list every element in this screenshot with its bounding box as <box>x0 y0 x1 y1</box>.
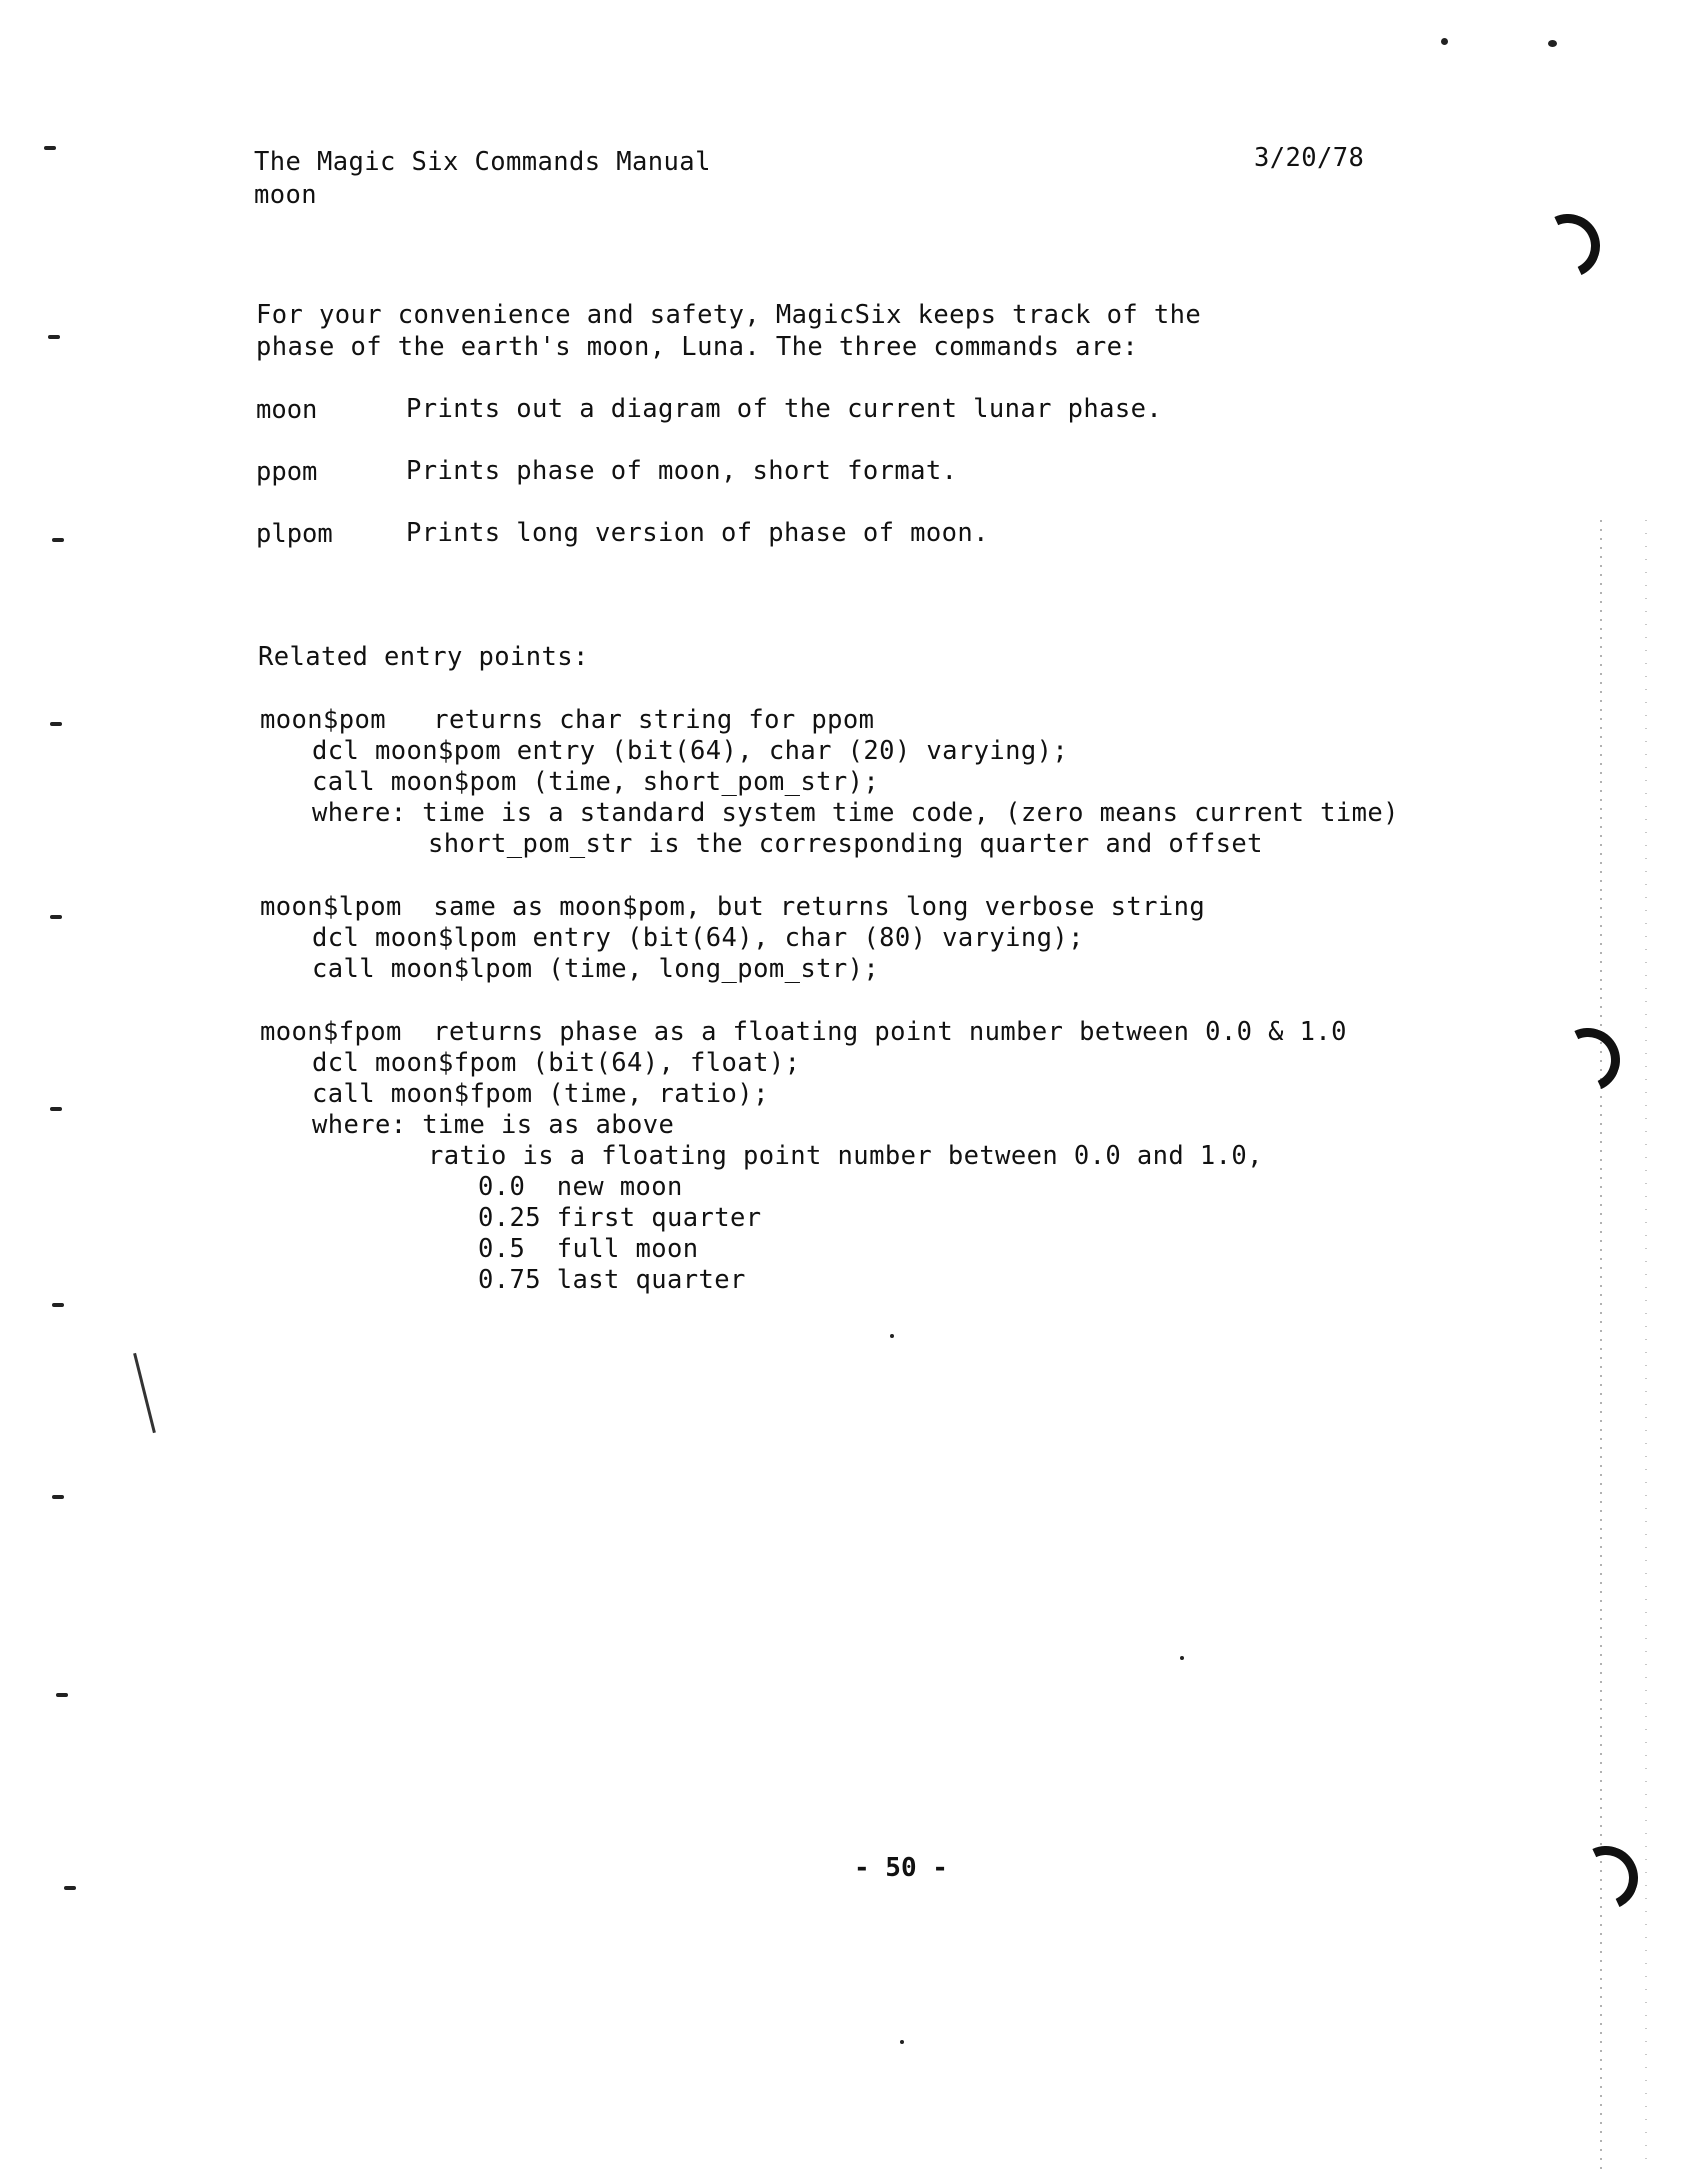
entry-point-line: moon$pom returns char string for ppom <box>260 705 875 735</box>
scan-speckle-strip <box>1570 520 1680 2170</box>
intro-line-1: For your convenience and safety, MagicSix keeps track of the <box>256 300 1202 330</box>
scan-edge-mark <box>52 538 64 542</box>
entry-point-line: dcl moon$fpom (bit(64), float); <box>312 1048 801 1078</box>
entry-point-line: call moon$fpom (time, ratio); <box>312 1079 769 1109</box>
binder-hole-mark <box>1527 205 1609 287</box>
command-name: plpom <box>256 519 333 549</box>
scan-speck <box>1441 38 1448 45</box>
entry-point-line: call moon$pom (time, short_pom_str); <box>312 767 880 797</box>
scan-edge-mark <box>50 915 62 919</box>
command-description: Prints phase of moon, short format. <box>406 456 958 486</box>
command-description: Prints long version of phase of moon. <box>406 518 989 548</box>
command-name: ppom <box>256 457 318 487</box>
scan-speck <box>1180 1656 1184 1660</box>
phase-value: 0.5 full moon <box>478 1234 699 1264</box>
scan-edge-mark <box>48 335 60 339</box>
scan-edge-mark <box>50 722 62 726</box>
scan-speck <box>1548 40 1557 47</box>
scan-edge-mark <box>64 1886 76 1890</box>
entry-point-line: moon$lpom same as moon$pom, but returns long verbose string <box>260 892 1206 922</box>
scan-edge-mark <box>52 1495 64 1499</box>
scan-edge-mark <box>56 1693 68 1697</box>
entry-point-line: ratio is a floating point number between 0.0 and 1.0, <box>428 1141 1263 1171</box>
scan-stroke <box>133 1353 156 1433</box>
entry-point-line: call moon$lpom (time, long_pom_str); <box>312 954 880 984</box>
entry-point-line: short_pom_str is the corresponding quarter and offset <box>428 829 1263 859</box>
manual-date: 3/20/78 <box>1254 143 1365 173</box>
page-number: - 50 - <box>854 1853 948 1883</box>
intro-line-2: phase of the earth's moon, Luna. The three commands are: <box>256 332 1139 362</box>
scan-speck <box>890 1334 894 1338</box>
command-name: moon <box>256 395 318 425</box>
scan-edge-mark <box>50 1107 62 1111</box>
command-description: Prints out a diagram of the current lunar phase. <box>406 394 1163 424</box>
section-name: moon <box>254 180 318 210</box>
entry-point-line: dcl moon$lpom entry (bit(64), char (80) varying); <box>312 923 1084 953</box>
scan-edge-mark <box>44 146 56 150</box>
entry-point-line: moon$fpom returns phase as a floating point number between 0.0 & 1.0 <box>260 1017 1347 1047</box>
entry-point-line: dcl moon$pom entry (bit(64), char (20) varying); <box>312 736 1069 766</box>
phase-value: 0.75 last quarter <box>478 1265 746 1295</box>
scan-speck <box>900 2040 904 2044</box>
phase-value: 0.0 new moon <box>478 1172 683 1202</box>
phase-value: 0.25 first quarter <box>478 1203 762 1233</box>
scan-edge-mark <box>52 1303 64 1307</box>
entry-point-line: where: time is a standard system time code, (zero means current time) <box>312 798 1399 828</box>
related-heading: Related entry points: <box>258 642 589 672</box>
entry-point-line: where: time is as above <box>312 1110 675 1140</box>
manual-title: The Magic Six Commands Manual <box>254 147 711 177</box>
